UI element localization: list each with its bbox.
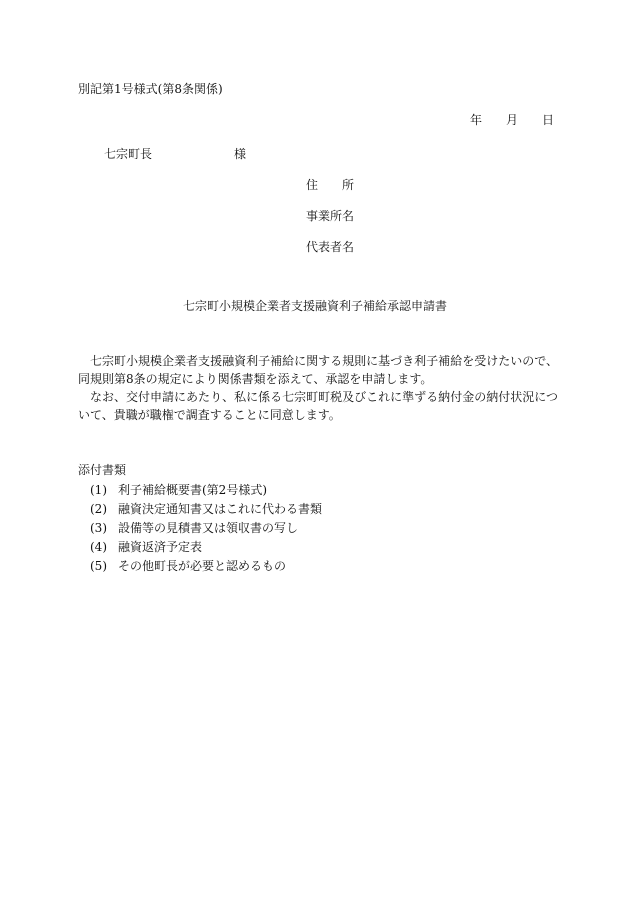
attachments-list [90, 483, 322, 578]
attachments-heading: 添付書類 [78, 463, 127, 477]
attachment-number: (4) [90, 540, 107, 554]
attachment-item [90, 540, 322, 559]
attachment-text: 融資返済予定表 [118, 540, 203, 554]
address-label-char1: 住 [306, 178, 319, 192]
date-day-label: 日 [542, 113, 555, 127]
attachment-item [90, 521, 322, 540]
attachment-number: (5) [90, 559, 107, 573]
applicant-representative-label: 代表者名 [306, 240, 355, 254]
attachment-text: 利子補給概要書(第2号様式) [118, 483, 267, 497]
attachment-text: その他町長が必要と認めるもの [118, 559, 287, 573]
document-title: 七宗町小規模企業者支援融資利子補給承認申請書 [182, 299, 447, 313]
date-line [470, 113, 554, 127]
attachment-item [90, 483, 322, 502]
attachment-item [90, 502, 322, 521]
addressee-name: 七宗町長 [104, 147, 153, 161]
addressee [104, 147, 246, 161]
attachment-text: 設備等の見積書又は領収書の写し [118, 521, 299, 535]
date-month-label: 月 [506, 113, 519, 127]
address-label-char2: 所 [342, 178, 355, 192]
body-text [78, 352, 558, 424]
date-year-label: 年 [470, 113, 483, 127]
attachment-number: (3) [90, 521, 107, 535]
body-paragraph-2: なお、交付申請にあたり、私に係る七宗町町税及びこれに準ずる納付金の納付状況について、貴職が職権で調査することに同意します。 [78, 390, 558, 422]
addressee-honorific: 様 [234, 147, 247, 161]
attachment-number: (2) [90, 502, 107, 516]
attachment-text: 融資決定通知書又はこれに代わる書類 [118, 502, 323, 516]
applicant-address-label [306, 178, 354, 192]
applicant-office-label: 事業所名 [306, 209, 355, 223]
attachment-number: (1) [90, 483, 107, 497]
form-reference: 別記第1号様式(第8条関係) [78, 82, 223, 96]
body-paragraph-1: 七宗町小規模企業者支援融資利子補給に関する規則に基づき利子補給を受けたいので、同規則第8条の規定により関係書類を添えて、承認を申請します。 [78, 354, 558, 386]
attachment-item [90, 559, 322, 578]
